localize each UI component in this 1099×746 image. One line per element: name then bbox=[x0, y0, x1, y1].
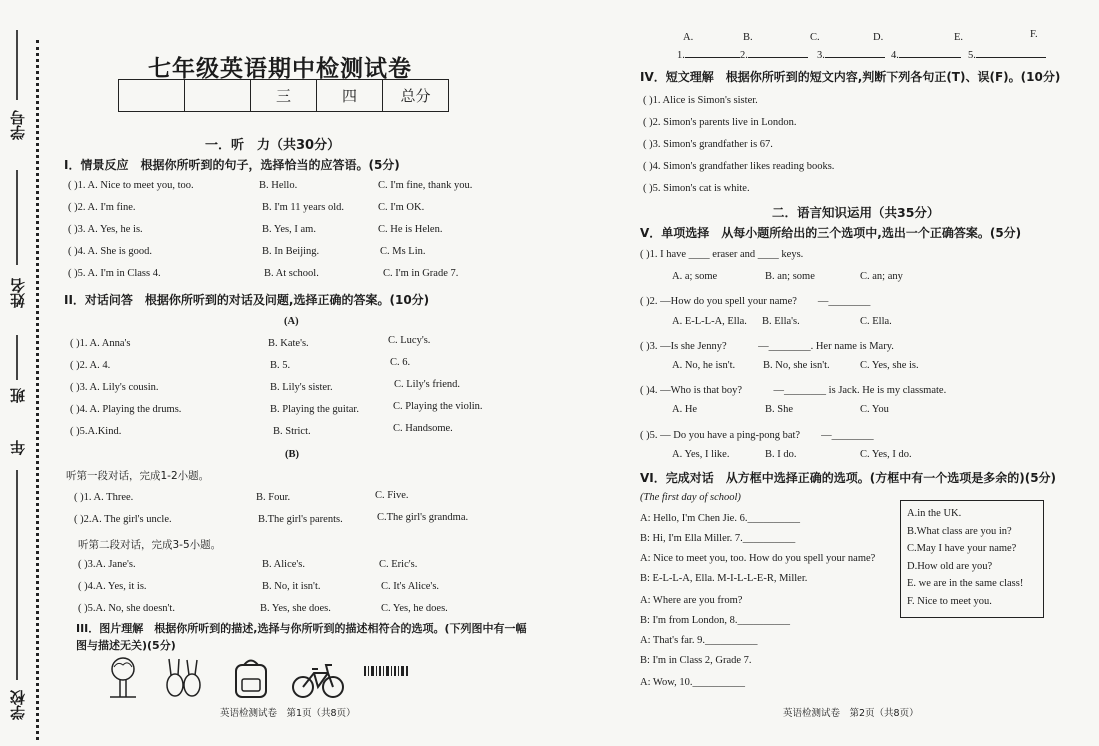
picture-letter: E. bbox=[954, 32, 964, 43]
question-item: ( )4.A. Yes, it is. bbox=[78, 581, 147, 592]
section1-title: I．情景反应 根据你所听到的句子，选择恰当的应答语。(5分) bbox=[64, 158, 400, 172]
barcode-picture bbox=[362, 664, 412, 700]
margin-line bbox=[16, 470, 18, 680]
answer-blank[interactable] bbox=[748, 57, 808, 58]
option-b: B. Lily's sister. bbox=[270, 382, 333, 393]
picture-letter: A. bbox=[683, 32, 694, 43]
score-table bbox=[118, 79, 449, 112]
option-b: B. No, she isn't. bbox=[763, 360, 830, 371]
box-option: C.May I have your name? bbox=[907, 543, 1017, 554]
option-b: B. At school. bbox=[264, 268, 319, 279]
option-c: C. Yes, I do. bbox=[860, 449, 912, 460]
option-c: C. Five. bbox=[375, 490, 409, 501]
box-option: A.in the UK. bbox=[907, 508, 962, 519]
dialogue-line: B: I'm in Class 2, Grade 7. bbox=[640, 655, 752, 666]
option-c: C.The girl's grandma. bbox=[377, 512, 469, 523]
option-a: A. No, he isn't. bbox=[672, 360, 736, 371]
class-label: 班 bbox=[11, 388, 27, 403]
picture-letter: D. bbox=[873, 32, 884, 43]
dialogue-note: 听第二段对话，完成3-5小题。 bbox=[78, 539, 222, 551]
bicycle-picture bbox=[290, 655, 346, 701]
exam-title: 七年级英语期中检测试卷 bbox=[148, 56, 412, 82]
mc-question: ( )3. —Is she Jenny? —________. Her name is Mary. bbox=[640, 341, 894, 352]
option-a: A. a; some bbox=[672, 271, 718, 282]
option-a: A. Yes, I like. bbox=[672, 449, 730, 460]
option-b: B. 5. bbox=[270, 360, 291, 371]
option-c: C. Lucy's. bbox=[388, 335, 431, 346]
question-item: ( )4. A. Playing the drums. bbox=[70, 404, 182, 415]
option-b: B. I do. bbox=[765, 449, 797, 460]
answer-label: 4. bbox=[891, 50, 961, 61]
option-b: B.The girl's parents. bbox=[258, 514, 343, 525]
question-item: ( )3. A. Yes, he is. bbox=[68, 224, 143, 235]
option-c: C. Yes, he does. bbox=[381, 603, 448, 614]
option-b: B. Hello. bbox=[259, 180, 298, 191]
dialogue-line: A: Hello, I'm Chen Jie. 6.__________ bbox=[640, 513, 800, 524]
question-item: ( )2.A. The girl's uncle. bbox=[74, 514, 172, 525]
dialogue-line: A: Wow, 10.__________ bbox=[640, 677, 746, 688]
subsection-b: (B) bbox=[285, 449, 299, 460]
grade-label: 年 bbox=[11, 440, 27, 455]
option-c: C. an; any bbox=[860, 271, 903, 282]
question-item: ( )4. A. She is good. bbox=[68, 246, 152, 257]
option-b: B. In Beijing. bbox=[262, 246, 320, 257]
option-b: B. No, it isn't. bbox=[262, 581, 321, 592]
answer-label: 3. bbox=[817, 50, 885, 61]
question-item: ( )5.A. No, she doesn't. bbox=[78, 603, 175, 614]
question-item: ( )1. A. Nice to meet you, too. bbox=[68, 180, 194, 191]
answer-blank[interactable] bbox=[976, 57, 1046, 58]
options-box bbox=[900, 500, 1044, 618]
backpack-picture bbox=[228, 655, 274, 701]
question-item: ( )5.A.Kind. bbox=[70, 426, 122, 437]
question-item: ( )3. A. Lily's cousin. bbox=[70, 382, 159, 393]
option-c: C. I'm fine, thank you. bbox=[378, 180, 473, 191]
score-cell[interactable]: 总分 bbox=[383, 80, 449, 112]
box-option: D.How old are you? bbox=[907, 560, 993, 572]
dialogue-line: B: I'm from London, 8.__________ bbox=[640, 615, 791, 626]
mc-question: ( )2. —How do you spell your name? —________ bbox=[640, 296, 871, 307]
dialogue-subtitle: (The first day of school) bbox=[640, 492, 741, 503]
tf-item: ( )2. Simon's parents live in London. bbox=[643, 117, 797, 128]
option-c: C. Ella. bbox=[860, 316, 892, 327]
question-item: ( )5. A. I'm in Class 4. bbox=[68, 268, 161, 279]
option-b: B. Yes, she does. bbox=[260, 603, 331, 614]
option-c: C. It's Alice's. bbox=[381, 581, 440, 592]
name-label: 姓名 bbox=[11, 278, 27, 308]
page-footer-right: 英语检测试卷 第2页（共8页） bbox=[783, 708, 919, 719]
tf-item: ( )4. Simon's grandfather likes reading books. bbox=[643, 161, 835, 172]
answer-label: 1. bbox=[677, 50, 740, 61]
picture-letter: B. bbox=[743, 32, 753, 43]
dialogue-line: A: That's far. 9.__________ bbox=[640, 635, 758, 646]
answer-label: 2. bbox=[740, 50, 808, 61]
answer-blank[interactable] bbox=[825, 57, 885, 58]
score-cell[interactable]: 三 bbox=[251, 80, 317, 112]
student-id-label: 学号 bbox=[11, 110, 27, 140]
dialogue-note: 听第一段对话，完成1-2小题。 bbox=[66, 470, 210, 482]
option-c: C. Lily's friend. bbox=[394, 379, 461, 390]
answer-label: 5. bbox=[968, 50, 1046, 61]
option-b: B. an; some bbox=[765, 271, 815, 282]
option-c: C. 6. bbox=[390, 357, 411, 368]
option-a: A. E-L-L-A, Ella. bbox=[672, 316, 747, 327]
section3-title-line1: III．图片理解 根据你所听到的描述,选择与你所听到的描述相符合的选项。(下列图中有一幅 bbox=[76, 622, 527, 635]
option-b: B. Kate's. bbox=[268, 338, 309, 349]
margin-line bbox=[16, 30, 18, 100]
mc-question: ( )4. —Who is that boy? —________ is Jack. He is my classmate. bbox=[640, 385, 947, 396]
rabbits-picture bbox=[160, 655, 206, 701]
answer-blank[interactable] bbox=[685, 57, 740, 58]
option-b: B. I'm 11 years old. bbox=[262, 202, 344, 213]
score-cell[interactable] bbox=[119, 80, 185, 112]
option-a: A. He bbox=[672, 404, 698, 415]
question-item: ( )2. A. 4. bbox=[70, 360, 111, 371]
mc-question: ( )1. I have ____ eraser and ____ keys. bbox=[640, 249, 804, 260]
dialogue-line: A: Nice to meet you, too. How do you spell your name? bbox=[640, 553, 876, 564]
option-b: B. Alice's. bbox=[262, 559, 306, 570]
option-b: B. Ella's. bbox=[762, 316, 800, 327]
section6-title: VI．完成对话 从方框中选择正确的选项。(方框中有一个选项是多余的)(5分) bbox=[640, 471, 1057, 485]
score-cell[interactable]: 四 bbox=[317, 80, 383, 112]
binding-margin-dots bbox=[36, 40, 40, 740]
option-c: C. Handsome. bbox=[393, 423, 453, 434]
score-cell[interactable] bbox=[185, 80, 251, 112]
page-footer-left: 英语检测试卷 第1页（共8页） bbox=[220, 708, 356, 719]
option-c: C. Ms Lin. bbox=[380, 246, 426, 257]
option-c: C. You bbox=[860, 404, 889, 415]
box-option: F. Nice to meet you. bbox=[907, 595, 992, 607]
tf-item: ( )3. Simon's grandfather is 67. bbox=[643, 139, 773, 150]
answer-blank[interactable] bbox=[899, 57, 961, 58]
tree-picture bbox=[100, 655, 146, 701]
picture-letter: F. bbox=[1030, 29, 1038, 40]
option-c: C. Playing the violin. bbox=[393, 401, 483, 412]
dialogue-line: A: Where are you from? bbox=[640, 595, 743, 606]
mc-question: ( )5. — Do you have a ping-pong bat? —________ bbox=[640, 430, 874, 441]
option-b: B. Strict. bbox=[273, 426, 311, 437]
tf-item: ( )5. Simon's cat is white. bbox=[643, 183, 750, 194]
section5-title: V．单项选择 从每小题所给出的三个选项中,选出一个正确答案。(5分) bbox=[640, 226, 1022, 240]
question-item: ( )2. A. I'm fine. bbox=[68, 202, 136, 213]
margin-line bbox=[16, 335, 18, 380]
option-c: C. He is Helen. bbox=[378, 224, 443, 235]
box-option: B.What class are you in? bbox=[907, 525, 1012, 537]
box-option: E. we are in the same class! bbox=[907, 578, 1024, 589]
subsection-a: (A) bbox=[284, 316, 299, 327]
question-item: ( )1. A. Anna's bbox=[70, 338, 131, 349]
section4-title: IV．短文理解 根据你所听到的短文内容,判断下列各句正(T)、误(F)。(10分) bbox=[640, 70, 1061, 84]
option-b: B. She bbox=[765, 404, 794, 415]
tf-item: ( )1. Alice is Simon's sister. bbox=[643, 95, 758, 106]
margin-line bbox=[16, 170, 18, 265]
part2-heading: 二．语言知识运用（共35分） bbox=[772, 205, 940, 220]
part1-heading: 一．听 力（共30分） bbox=[205, 138, 341, 153]
option-c: C. I'm OK. bbox=[378, 202, 425, 213]
dialogue-line: B: Hi, I'm Ella Miller. 7.__________ bbox=[640, 533, 796, 544]
option-c: C. Yes, she is. bbox=[860, 360, 919, 371]
section3-title-line2: 图与描述无关)(5分) bbox=[76, 639, 176, 652]
picture-letter: C. bbox=[810, 32, 820, 43]
option-c: C. Eric's. bbox=[379, 559, 418, 570]
option-b: B. Playing the guitar. bbox=[270, 404, 359, 415]
question-item: ( )3.A. Jane's. bbox=[78, 559, 136, 570]
option-b: B. Four. bbox=[256, 492, 291, 503]
section2-title: II．对话问答 根据你所听到的对话及问题,选择正确的答案。(10分) bbox=[64, 293, 430, 307]
dialogue-line: B: E-L-L-A, Ella. M-I-L-L-E-R, Miller. bbox=[640, 573, 808, 584]
option-c: C. I'm in Grade 7. bbox=[383, 268, 459, 279]
school-label: 学校 bbox=[11, 690, 27, 720]
option-b: B. Yes, I am. bbox=[262, 224, 316, 235]
question-item: ( )1. A. Three. bbox=[74, 492, 134, 503]
